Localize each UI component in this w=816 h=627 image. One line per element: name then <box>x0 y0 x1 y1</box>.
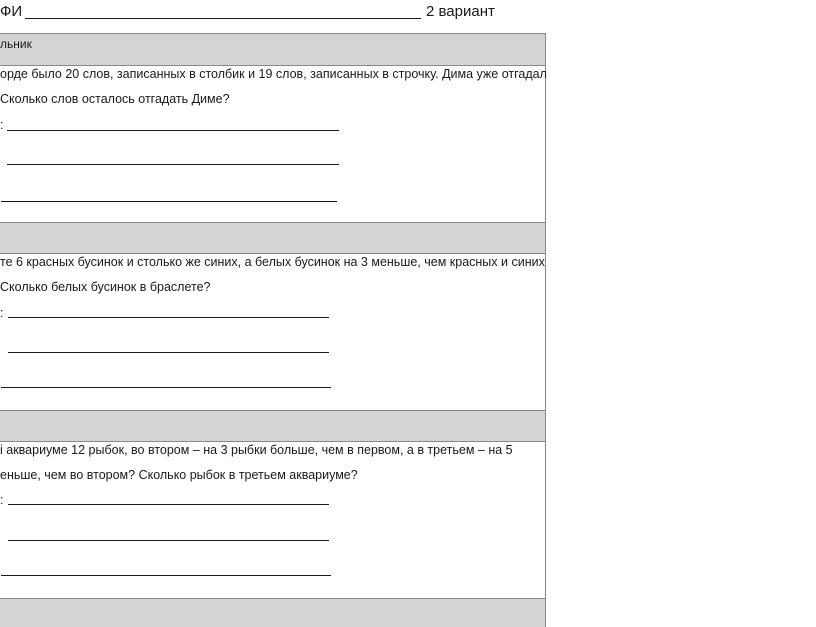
task-3-text-line-2: еньше, чем во втором? Сколько рыбок в третьем аквариуме? <box>0 468 358 482</box>
task-3-text-line-1: і аквариуме 12 рыбок, во втором – на 3 рыбки больше, чем в первом, а в третьем – на 5 <box>0 443 513 457</box>
name-label: ФИ <box>0 3 23 20</box>
variant-label: 2 вариант <box>426 3 495 20</box>
name-field-line <box>25 18 421 19</box>
task-1-answer-line-1 <box>7 130 339 131</box>
task-3-answer-line-1 <box>8 504 329 505</box>
task-1-text-line-1: орде было 20 слов, записанных в столбик и 19 слов, записанных в строчку. Дима уже отгадал <box>0 67 547 81</box>
separator-band-1 <box>0 222 545 254</box>
task-2-answer-line-3 <box>1 387 331 388</box>
task-1-text-line-2: Сколько слов осталось отгадать Диме? <box>0 92 230 106</box>
task-1-answer-line-3 <box>1 201 337 202</box>
tasks-table <box>0 33 546 627</box>
separator-band-3 <box>0 598 545 627</box>
task-3-answer-mark: : <box>0 493 4 507</box>
task-2-answer-line-2 <box>8 352 329 353</box>
task-3-answer-line-3 <box>1 575 331 576</box>
task-2-text-line-1: те 6 красных бусинок и столько же синих, а белых бусинок на 3 меньше, чем красных и синих <box>0 255 545 269</box>
worksheet-header <box>0 0 560 30</box>
task-1-answer-mark: : <box>0 118 4 132</box>
section-header-band <box>0 34 545 66</box>
task-2-text-line-2: Сколько белых бусинок в браслете? <box>0 280 211 294</box>
separator-band-2 <box>0 410 545 442</box>
task-1-answer-line-2 <box>7 164 339 165</box>
section-label: льник <box>0 37 32 51</box>
task-2-answer-mark: : <box>0 306 4 320</box>
task-3-answer-line-2 <box>8 540 329 541</box>
task-2-answer-line-1 <box>8 317 329 318</box>
